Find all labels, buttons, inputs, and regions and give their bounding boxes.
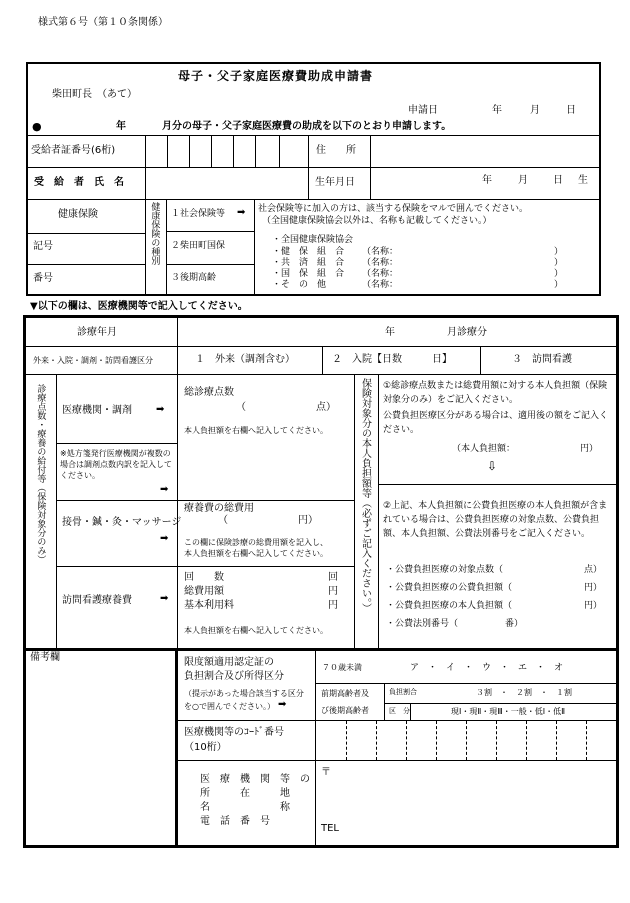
- under-70-label: ７０歳未満: [322, 663, 362, 672]
- union-name: （名称：: [362, 280, 399, 290]
- insurance-option-kokuho[interactable]: ２柴田町国保: [171, 241, 226, 251]
- kyokai-option[interactable]: ・全国健康保険協会: [272, 235, 354, 245]
- request-year: 年: [116, 121, 126, 132]
- copay-side-label: 保険対象分の本人負担額等（必ずご記入ください。）: [359, 378, 371, 613]
- institution-label-4: 電 話 番 号: [200, 816, 270, 827]
- addressee: 柴田町長 （あて）: [52, 89, 137, 100]
- form-number: 様式第６号（第１０条関係）: [38, 17, 168, 28]
- home-nursing-note: 本人負担額を右欄へ記入してください。: [184, 626, 328, 635]
- institution-code-label: 医療機関等のｺｰﾄﾞ番号: [184, 727, 284, 738]
- public-law-number-unit[interactable]: 番）: [505, 619, 524, 629]
- union-close: ）: [554, 280, 564, 290]
- insurance-option-elderly[interactable]: ３後期高齢: [171, 273, 217, 283]
- category-label: 外来・入院・調剤・訪問看護区分: [33, 356, 153, 365]
- union-option[interactable]: ・そ の 他: [272, 280, 327, 290]
- union-name: （名称：: [362, 269, 399, 279]
- dob-day: 日: [553, 175, 563, 186]
- union-close: ）: [554, 258, 564, 268]
- arrow-right-icon: ➡: [160, 593, 169, 604]
- request-text: 月分の母子・父子家庭医療費の助成を以下のとおり申請します。: [162, 121, 452, 132]
- insurance-note-1: 社会保険等に加入の方は、該当する保険をマルで囲んでください。: [258, 204, 529, 214]
- cert-no-field[interactable]: [146, 136, 307, 167]
- union-close: ）: [554, 247, 564, 257]
- arrow-right-icon: ➡: [156, 404, 165, 415]
- public-points-label: ・公費負担医療の対象点数（: [386, 565, 504, 575]
- bonesetting-label: 接骨・鍼・灸・マッサージ: [62, 517, 182, 528]
- name-field[interactable]: [146, 168, 307, 199]
- therapy-note-1: この欄に保険診療の総費用額を記入し、: [184, 538, 328, 547]
- public-expense-instruction: ②上記、本人負担額に公費負担医療の本人負担額が含まれている場合は、公費負担医療の対象点数、公費負担額、本人負担額、公費法別番号をご記入ください。: [383, 501, 608, 539]
- basic-fee-label: 基本利用料: [184, 600, 234, 611]
- bullet-icon: ●: [32, 120, 42, 133]
- income-class-label: 区 分: [389, 707, 410, 715]
- address-label: 住 所: [316, 145, 356, 156]
- treatment-month-label: 診療年月: [77, 327, 117, 338]
- dob-sei: 生: [578, 175, 588, 186]
- elderly-label-2: び後期高齢者: [321, 706, 369, 715]
- ratio-options[interactable]: ３割 ・ ２割 ・ １割: [476, 688, 572, 697]
- copay-instruction-2: 公費負担医療区分がある場合は、適用後の額をご記入ください。: [383, 411, 609, 435]
- number-field[interactable]: [60, 265, 144, 295]
- application-date-year: 年: [492, 105, 502, 116]
- total-points-note: 本人負担額を右欄へ記入してください。: [184, 426, 328, 435]
- dob-year: 年: [482, 175, 492, 186]
- treatment-month-value: 月診療分: [447, 327, 487, 338]
- visit-count-label: 回 数: [184, 572, 224, 583]
- cert-no-label: 受給者証番号(6桁): [31, 145, 116, 156]
- union-option[interactable]: ・健 保 組 合: [272, 247, 345, 257]
- category-home-nursing[interactable]: ３ 訪問看護: [512, 354, 572, 365]
- union-option[interactable]: ・国 保 組 合: [272, 269, 345, 279]
- basic-fee-unit: 円: [328, 600, 338, 611]
- remarks-label: 備考欄: [30, 652, 60, 663]
- tel-label: TEL: [321, 823, 339, 834]
- code-label: 記号: [33, 241, 53, 252]
- under-70-options[interactable]: ア ・ イ ・ ウ ・ エ ・ オ: [410, 663, 564, 673]
- medical-section-header: ▼以下の欄は、医療機関等で記入してください。: [30, 301, 248, 312]
- institution-info-field[interactable]: [316, 761, 616, 845]
- total-points-label: 総診療点数: [184, 387, 234, 398]
- copay-amount-label: （本人負担額：: [452, 444, 516, 454]
- public-law-number-label: ・公費法別番号（: [386, 619, 459, 629]
- treatment-side-label: 診療点数・療養の給付等（保険対象分のみ）: [35, 384, 46, 564]
- name-label: 受 給 者 氏 名: [34, 177, 124, 188]
- application-date-label: 申請日: [408, 105, 438, 116]
- institution-label-1: 医 療 機 関 等 の: [200, 774, 310, 785]
- insurance-kind-label: 健康保険の種別: [149, 202, 160, 265]
- arrow-right-icon: ➡: [278, 699, 287, 710]
- ratio-label: 負担割合: [389, 688, 417, 696]
- institution-label-2: 所 在 地: [200, 788, 290, 799]
- public-amount-unit[interactable]: 円）: [584, 583, 603, 593]
- institution-code-digits: （10桁）: [184, 742, 227, 753]
- number-label: 番号: [33, 273, 53, 284]
- total-cost-label: 総費用額: [184, 586, 224, 597]
- treatment-year: 年: [385, 327, 395, 338]
- therapy-note-2: 本人負担額を右欄へ記入してください。: [184, 549, 328, 558]
- union-name: （名称：: [362, 247, 399, 257]
- total-cost-unit: 円: [328, 586, 338, 597]
- home-nursing-label: 訪問看護療養費: [62, 595, 132, 606]
- union-name: （名称：: [362, 258, 399, 268]
- address-field[interactable]: [371, 136, 599, 167]
- limit-note-2: を○で囲んでください。）: [184, 702, 275, 711]
- insurance-option-social[interactable]: １社会保険等: [171, 209, 226, 219]
- copay-instruction-1: ①総診療点数または総費用額に対する本人負担額（保険対象分のみ）をご記入ください。: [383, 381, 608, 405]
- elderly-label-1: 前期高齢者及: [321, 689, 369, 698]
- institution-label-3: 名 称: [200, 802, 290, 813]
- public-amount-label: ・公費負担医療の公費負担額（: [386, 583, 513, 593]
- postal-mark: 〒: [321, 767, 331, 778]
- arrow-right-icon: ➡: [160, 533, 169, 544]
- prescription-note: ※処方箋発行医療機関が複数の場合は調剤点数内訳を記入してください。: [60, 449, 172, 481]
- arrow-right-icon: ➡: [237, 207, 246, 218]
- dob-month: 月: [518, 175, 528, 186]
- remarks-box[interactable]: [23, 648, 178, 848]
- limit-title-1: 限度額適用認定証の: [184, 657, 274, 668]
- income-class-options[interactable]: 現Ⅰ・現Ⅱ・現Ⅲ・一般・低Ⅰ・低Ⅱ: [451, 707, 566, 716]
- total-points-field[interactable]: （ 点）: [236, 402, 336, 413]
- union-close: ）: [554, 269, 564, 279]
- dob-label: 生年月日: [315, 177, 355, 188]
- application-date-month: 月: [530, 105, 540, 116]
- public-copay-unit[interactable]: 円）: [584, 601, 603, 611]
- limit-note-1: （提示があった場合該当する区分: [184, 689, 304, 698]
- arrow-right-icon: ➡: [160, 484, 169, 495]
- visit-count-unit: 回: [328, 572, 338, 583]
- insurance-note-2: （全国健康保険協会以外は、名称も記載してください。）: [262, 216, 492, 226]
- form-title: 母子・父子家庭医療費助成申請書: [178, 69, 374, 83]
- therapy-cost-field[interactable]: （ 円）: [218, 515, 318, 526]
- code-field[interactable]: [60, 234, 144, 264]
- public-copay-label: ・公費負担医療の本人負担額（: [386, 601, 513, 611]
- medical-institution-label: 医療機関・調剤: [62, 405, 132, 416]
- union-option[interactable]: ・共 済 組 合: [272, 258, 345, 268]
- application-date-day: 日: [566, 105, 576, 116]
- therapy-cost-label: 療養費の総費用: [184, 503, 254, 514]
- public-points-unit[interactable]: 点）: [584, 565, 603, 575]
- category-inpatient[interactable]: ２ 入院【日数 日】: [332, 354, 452, 365]
- insurance-label: 健康保険: [58, 209, 98, 220]
- down-arrow-icon: ⇩: [487, 459, 498, 473]
- category-outpatient[interactable]: １ 外来（調剤含む）: [195, 354, 295, 365]
- limit-title-2: 負担割合及び所得区分: [184, 671, 284, 682]
- copay-amount-unit[interactable]: 円）: [580, 444, 599, 454]
